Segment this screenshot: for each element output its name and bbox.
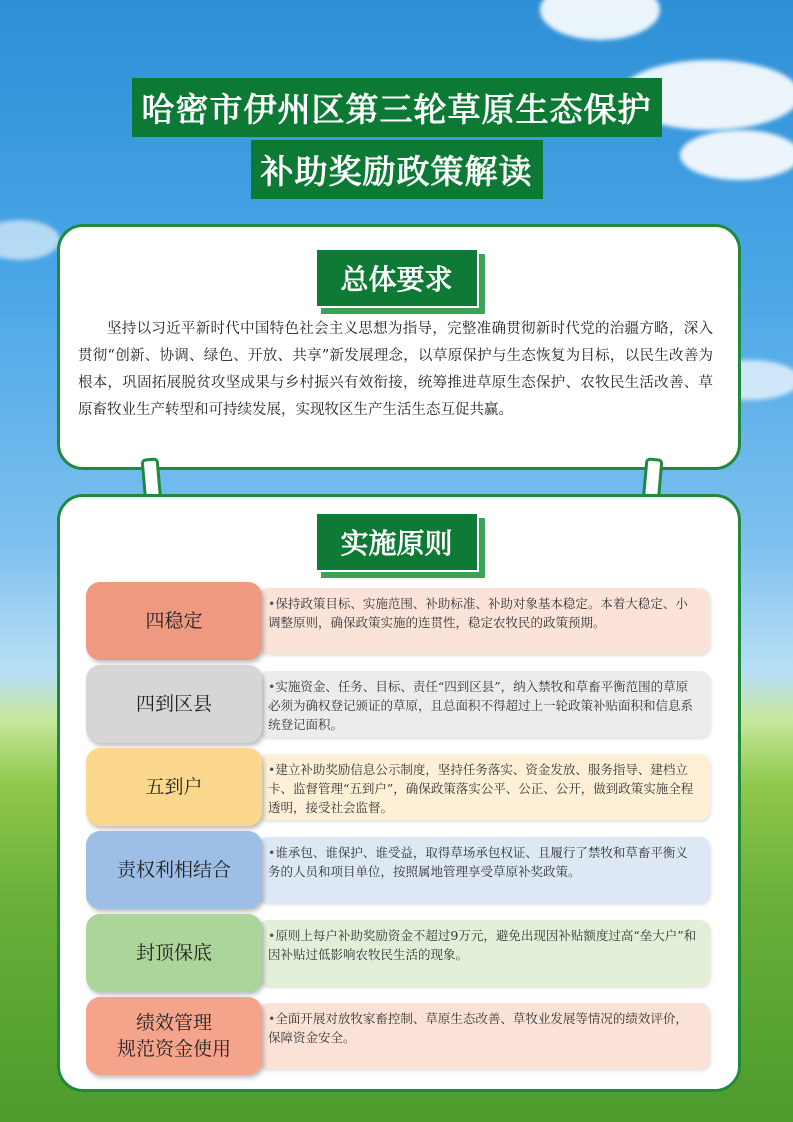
- cloud: [680, 130, 793, 180]
- principle-row: [86, 914, 712, 992]
- principle-row: [86, 665, 712, 743]
- overall-requirements-heading: 总体要求: [314, 248, 478, 308]
- principle-description-text: 保持政策目标、实施范围、补助标准、补助对象基本稳定。本着大稳定、小调整原则，确保政策实施的连贯性，稳定农牧民的政策预期。: [268, 596, 688, 630]
- principle-description: [258, 1003, 710, 1069]
- principle-description-text: 全面开展对放牧家畜控制、草原生态改善、草牧业发展等情况的绩效评价，保障资金安全。: [268, 1011, 688, 1045]
- bullet-icon: •: [268, 679, 276, 694]
- principle-label-text: 五到户: [145, 776, 203, 798]
- bullet-icon: •: [268, 596, 276, 611]
- bullet-icon: •: [268, 762, 276, 777]
- principle-description: [258, 671, 710, 737]
- bullet-icon: •: [268, 928, 276, 943]
- principle-label-text: 四到区县: [135, 693, 212, 715]
- principle-row: [86, 748, 712, 826]
- principle-row: [86, 831, 712, 909]
- principle-description: [258, 837, 710, 903]
- principle-description-text: 建立补助奖励信息公示制度，坚持任务落实、资金发放、服务指导、建档立卡、监督管理“五到户”，确保政策落实公平、公正、公开，做到政策实施全程透明，接受社会监督。: [268, 762, 694, 815]
- principle-label: [86, 665, 262, 743]
- cloud: [540, 0, 660, 40]
- bullet-icon: •: [268, 1011, 276, 1026]
- bullet-icon: •: [268, 845, 276, 860]
- principle-label-text: 四稳定: [145, 610, 203, 632]
- principle-description-text: 谁承包、谁保护、谁受益，取得草场承包权证、且履行了禁牧和草畜平衡义务的人员和项目单位，按照属地管理享受草原补奖政策。: [268, 845, 688, 879]
- principle-row: [86, 997, 712, 1075]
- page-title-line-2: 补助奖励政策解读: [251, 140, 543, 199]
- principle-description-text: 原则上每户补助奖励资金不超过9万元，避免出现因补贴额度过高“垒大户”和因补贴过低影响农牧民生活的现象。: [268, 928, 697, 962]
- page-title-line-1: 哈密市伊州区第三轮草原生态保护: [132, 78, 662, 137]
- principle-label: [86, 582, 262, 660]
- principle-description: [258, 754, 710, 820]
- principle-label: [86, 914, 262, 992]
- principles-heading: 实施原则: [314, 512, 478, 572]
- principle-label: [86, 997, 262, 1075]
- overall-requirements-text: 坚持以习近平新时代中国特色社会主义思想为指导，完整准确贯彻新时代党的治疆方略，深入贯彻“创新、协调、绿色、开放、共享”新发展理念，以草原保护与生态恢复为目标，以民生改善为根本，巩固拓展脱贫攻坚成果与乡村振兴有效衔接，统筹推进草原生态保护、农牧民生活改善、草原畜牧业生产转型和可持续发展，实现牧区生产生活生态互促共赢。: [78, 321, 713, 418]
- principle-description: [258, 588, 710, 654]
- principle-label: [86, 748, 262, 826]
- principle-description-text: 实施资金、任务、目标、责任“四到区县”，纳入禁牧和草畜平衡范围的草原必须为确权登记颁证的草原，且总面积不得超过上一轮政策补贴面积和信息系统登记面积。: [268, 679, 694, 732]
- principle-description: [258, 920, 710, 986]
- principle-label-text: 封顶保底: [135, 942, 212, 964]
- cloud: [0, 220, 60, 260]
- principle-label-text: 绩效管理 规范资金使用: [116, 1012, 231, 1060]
- principle-row: [86, 582, 712, 660]
- principle-label-text: 责权利相结合: [116, 859, 231, 881]
- principle-label: [86, 831, 262, 909]
